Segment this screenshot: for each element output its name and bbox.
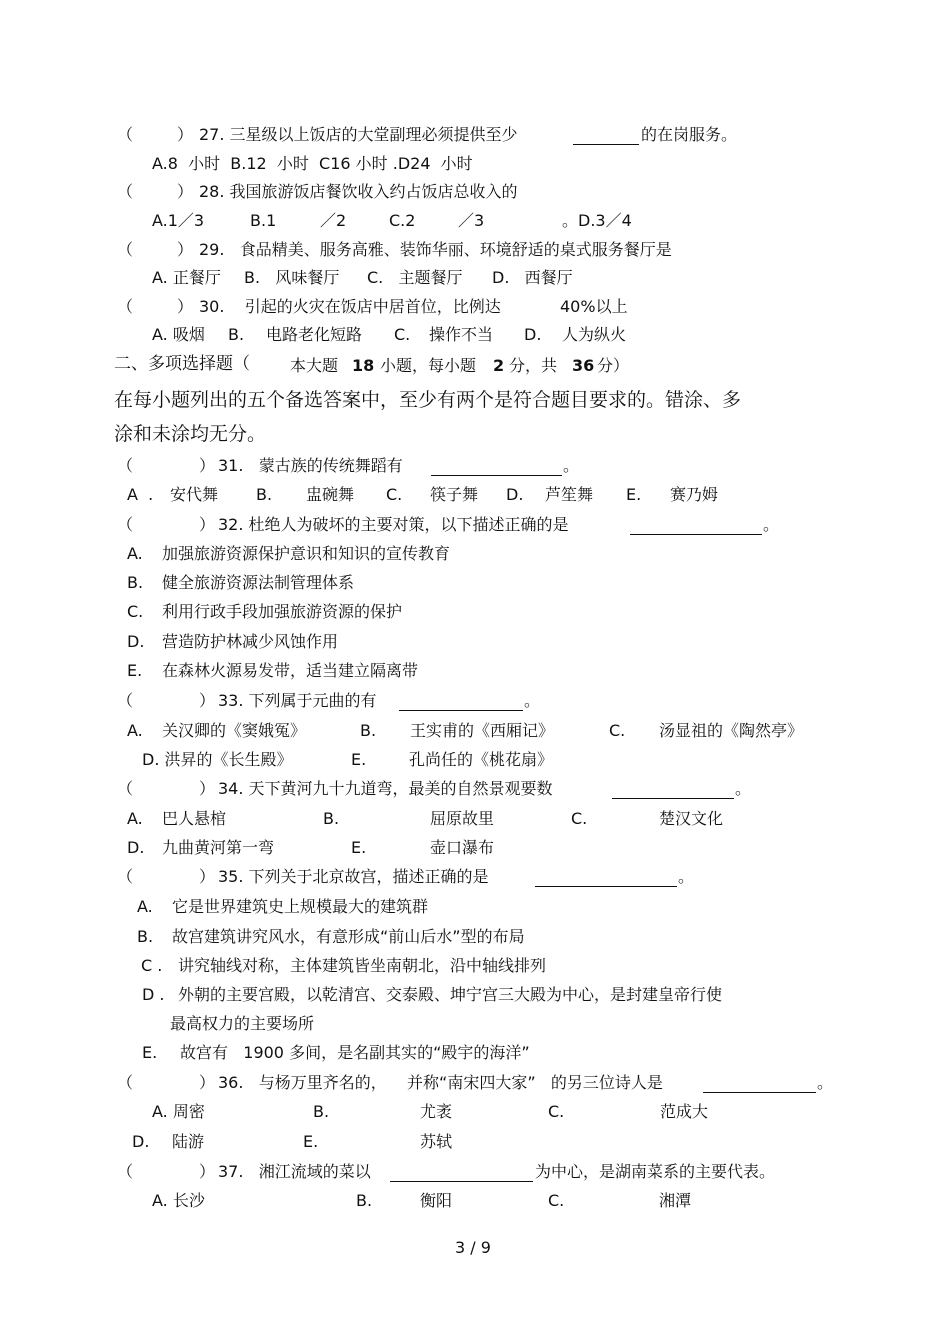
question-31-text: 31. 蒙古族的传统舞蹈有 <box>218 456 403 475</box>
answer-paren-open: （ <box>117 515 134 534</box>
option-b-text: 屈原故里 <box>430 809 495 828</box>
option-a-text: 关汉卿的《窦娥冤》 <box>162 721 307 740</box>
answer-paren-open: （ <box>117 867 134 886</box>
option-e: E. <box>142 1043 158 1062</box>
question-37-text: 37. 湘江流域的菜以 <box>218 1162 371 1181</box>
option-b-text: 王实甫的《西厢记》 <box>410 721 555 740</box>
question-end: 。 <box>563 456 580 475</box>
option-b: B. <box>360 721 377 740</box>
answer-paren-close: ） <box>199 1162 216 1181</box>
option-b-text: 盅碗舞 <box>306 485 355 504</box>
option-d: D. <box>132 1132 150 1151</box>
answer-paren-open: （ <box>117 456 134 475</box>
option-b: B. <box>313 1102 330 1121</box>
option-b-fraction: ／2 <box>320 211 347 230</box>
option-e-text: 故宫有 1900 多间，是名副其实的“殿宇的海洋” <box>180 1043 530 1062</box>
option-d: D. 洪昇的《长生殿》 <box>142 750 293 769</box>
section-meta: 小题，每小题 <box>380 356 477 375</box>
question-34-text: 34. 天下黄河九十九道弯，最美的自然景观要数 <box>218 779 553 798</box>
question-end: 。 <box>524 691 541 710</box>
option-a: A. 正餐厅 <box>152 268 221 287</box>
option-d: D. <box>127 632 145 651</box>
question-28-text: 28. 我国旅游饭店餐饮收入约占饭店总收入的 <box>199 182 518 201</box>
option-a: A. <box>127 809 143 828</box>
answer-blank <box>703 1092 816 1093</box>
option-b: B. <box>256 485 273 504</box>
option-a: A. 周密 <box>152 1102 205 1121</box>
option-e: E. <box>351 750 367 769</box>
option-e: E. <box>351 838 367 857</box>
answer-paren-open: （ <box>117 125 134 144</box>
question-36-text: 36. 与杨万里齐名的， 并称“南宋四大家” 的另三位诗人是 <box>218 1073 663 1092</box>
answer-paren-close: ） <box>199 1073 216 1092</box>
option-d: D. <box>127 838 145 857</box>
option-c: C. <box>386 485 403 504</box>
section-instructions: 涂和未涂均无分。 <box>114 423 267 445</box>
option-d: D. <box>524 325 542 344</box>
question-end: 。 <box>817 1073 834 1092</box>
answer-paren-close: ） <box>199 456 216 475</box>
option-e: E. <box>303 1132 319 1151</box>
option-d-text: 芦笙舞 <box>545 485 594 504</box>
option-d-text: 人为纵火 <box>562 325 627 344</box>
answer-paren-open: （ <box>117 779 134 798</box>
option-d: D. <box>506 485 524 504</box>
answer-paren-close: ） <box>199 779 216 798</box>
section-instructions: 在每小题列出的五个备选答案中，至少有两个是符合题目要求的。错涂、多 <box>114 389 742 411</box>
answer-blank <box>399 710 523 711</box>
question-27-tail: 的在岗服务。 <box>641 125 738 144</box>
option-a: A . <box>127 485 154 504</box>
option-d-text: 外朝的主要宫殿，以乾清宫、交泰殿、坤宁宫三大殿为中心，是封建皇帝行使 <box>178 985 723 1004</box>
option-a-text: 它是世界建筑史上规模最大的建筑群 <box>172 897 429 916</box>
option-e: E. <box>127 661 143 680</box>
question-27-text: 27. 三星级以上饭店的大堂副理必须提供至少 <box>199 125 518 144</box>
question-27-options: A.8 小时 B.12 小时 C16 小时 .D24 小时 <box>152 154 473 173</box>
question-35-text: 35. 下列关于北京故宫，描述正确的是 <box>218 867 489 886</box>
option-c-text: 筷子舞 <box>430 485 479 504</box>
question-30-percent: 40%以上 <box>560 297 628 316</box>
answer-blank <box>573 144 639 145</box>
option-e-text: 孔尚任的《桃花扇》 <box>409 750 554 769</box>
option-d-text: 九曲黄河第一弯 <box>162 838 275 857</box>
option-c-fraction: ／3 <box>458 211 485 230</box>
option-b-text: 尤袤 <box>420 1102 453 1121</box>
option-c-text: 汤显祖的《陶然亭》 <box>659 721 804 740</box>
option-a: A. 吸烟 <box>152 325 205 344</box>
option-a: A.1／3 <box>152 211 205 230</box>
option-c-text: 讲究轴线对称，主体建筑皆坐南朝北，沿中轴线排列 <box>178 956 547 975</box>
option-b: B. <box>127 573 144 592</box>
option-b-text: 衡阳 <box>420 1191 453 1210</box>
answer-blank <box>390 1181 533 1182</box>
option-d: 。D.3／4 <box>562 211 632 230</box>
option-c-text: 范成大 <box>660 1102 709 1121</box>
option-d-text: 营造防护林减少风蚀作用 <box>162 632 339 651</box>
answer-blank <box>612 798 734 799</box>
option-c-text: 湘潭 <box>659 1191 692 1210</box>
answer-blank <box>535 886 677 887</box>
option-b: B. <box>323 809 340 828</box>
answer-paren-open: （ <box>117 691 134 710</box>
question-end: 。 <box>735 779 752 798</box>
question-37-tail: 为中心，是湖南菜系的主要代表。 <box>535 1162 776 1181</box>
question-32-text: 32. 杜绝人为破坏的主要对策，以下描述正确的是 <box>218 515 569 534</box>
answer-paren-open: （ <box>117 240 134 259</box>
answer-paren-close: ） <box>177 240 194 259</box>
option-e-text: 在森林火源易发带，适当建立隔离带 <box>162 661 419 680</box>
page-number: 3 / 9 <box>455 1238 491 1257</box>
answer-paren-close: ） <box>199 515 216 534</box>
answer-paren-close: ） <box>177 125 194 144</box>
option-a-text: 巴人悬棺 <box>162 809 227 828</box>
answer-paren-open: （ <box>117 1162 134 1181</box>
answer-paren-close: ） <box>177 182 194 201</box>
section-meta: 分，共 <box>509 356 558 375</box>
option-b: B.1 <box>250 211 277 230</box>
option-c-text: 操作不当 <box>429 325 494 344</box>
option-a-text: 加强旅游资源保护意识和知识的宣传教育 <box>162 544 451 563</box>
answer-blank <box>431 475 562 476</box>
answer-paren-close: ） <box>177 297 194 316</box>
option-c: C.2 <box>389 211 416 230</box>
option-b-text: 健全旅游资源法制管理体系 <box>162 573 355 592</box>
section-meta: 分） <box>597 356 630 375</box>
option-c: C. <box>548 1191 565 1210</box>
question-30-text: 30. 引起的火灾在饭店中居首位，比例达 <box>199 297 501 316</box>
section-meta-total: 36 <box>572 356 595 375</box>
option-c-text: 楚汉文化 <box>659 809 724 828</box>
option-b: B. 风味餐厅 <box>244 268 340 287</box>
option-b: B. <box>228 325 245 344</box>
option-a: A. <box>127 544 143 563</box>
option-e-text: 苏轼 <box>420 1132 453 1151</box>
section-meta-count: 18 <box>352 356 375 375</box>
option-c: C. <box>571 809 588 828</box>
option-c: C. <box>394 325 411 344</box>
option-a: A. <box>137 897 153 916</box>
option-e: E. <box>626 485 642 504</box>
option-b-text: 故宫建筑讲究风水，有意形成“前山后水”型的布局 <box>172 927 525 946</box>
option-b-text: 电路老化短路 <box>266 325 363 344</box>
answer-paren-open: （ <box>117 1073 134 1092</box>
option-c: C . <box>141 956 163 975</box>
option-d: D . <box>142 985 165 1004</box>
option-b: B. <box>356 1191 373 1210</box>
option-c: C. <box>609 721 626 740</box>
answer-paren-close: ） <box>199 867 216 886</box>
option-e-text: 壶口瀑布 <box>430 838 495 857</box>
option-a: A. 长沙 <box>152 1191 205 1210</box>
section-meta-points: 2 <box>493 356 505 375</box>
option-b: B. <box>137 927 154 946</box>
answer-paren-close: ） <box>199 691 216 710</box>
question-33-text: 33. 下列属于元曲的有 <box>218 691 377 710</box>
answer-blank <box>630 534 762 535</box>
option-d: D. 西餐厅 <box>492 268 573 287</box>
option-c-text: 利用行政手段加强旅游资源的保护 <box>162 602 403 621</box>
option-d-text-continued: 最高权力的主要场所 <box>170 1014 315 1033</box>
section-title: 二、多项选择题（ <box>114 354 250 374</box>
option-d-text: 陆游 <box>172 1132 205 1151</box>
option-c: C. <box>127 602 144 621</box>
question-end: 。 <box>763 515 780 534</box>
answer-paren-open: （ <box>117 182 134 201</box>
question-end: 。 <box>678 867 695 886</box>
option-e-text: 赛乃姆 <box>670 485 719 504</box>
question-29-text: 29. 食品精美、服务高雅、装饰华丽、环境舒适的桌式服务餐厅是 <box>199 240 672 259</box>
answer-paren-open: （ <box>117 297 134 316</box>
option-a: A. <box>127 721 143 740</box>
option-c: C. <box>548 1102 565 1121</box>
option-a-text: 安代舞 <box>170 485 219 504</box>
option-c: C. 主题餐厅 <box>367 268 463 287</box>
section-meta: 本大题 <box>290 356 339 375</box>
